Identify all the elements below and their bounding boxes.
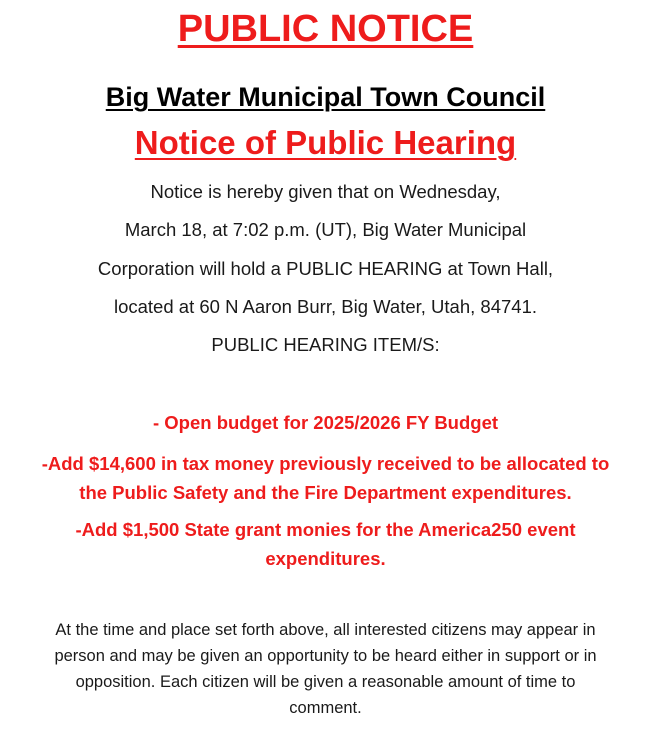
hearing-item-line: - Open budget for 2025/2026 FY Budget xyxy=(152,412,499,433)
body-line: Corporation will hold a PUBLIC HEARING at Town Hall, xyxy=(97,258,554,279)
hearing-items-heading: PUBLIC HEARING ITEM/S: xyxy=(211,334,440,355)
footer-line: comment. xyxy=(289,699,362,717)
notice-title: PUBLIC NOTICE xyxy=(177,8,474,50)
council-name: Big Water Municipal Town Council xyxy=(105,82,546,112)
hearing-item-line: expenditures. xyxy=(265,548,386,569)
footer-line: opposition. Each citizen will be given a reasonable amount of time to xyxy=(75,673,576,691)
hearing-item-line: -Add $1,500 State grant monies for the America250 event xyxy=(75,519,576,540)
body-line: located at 60 N Aaron Burr, Big Water, Utah, 84741. xyxy=(113,296,537,317)
hearing-item-line: the Public Safety and the Fire Department expenditures. xyxy=(79,482,572,503)
hearing-title: Notice of Public Hearing xyxy=(134,124,517,161)
footer-line: person and may be given an opportunity to be heard either in support or in xyxy=(54,647,597,665)
body-line: Notice is hereby given that on Wednesday, xyxy=(150,181,501,202)
hearing-item-line: -Add $14,600 in tax money previously received to be allocated to xyxy=(41,453,610,474)
body-line: March 18, at 7:02 p.m. (UT), Big Water Municipal xyxy=(124,219,527,240)
footer-line: At the time and place set forth above, all interested citizens may appear in xyxy=(55,621,596,639)
